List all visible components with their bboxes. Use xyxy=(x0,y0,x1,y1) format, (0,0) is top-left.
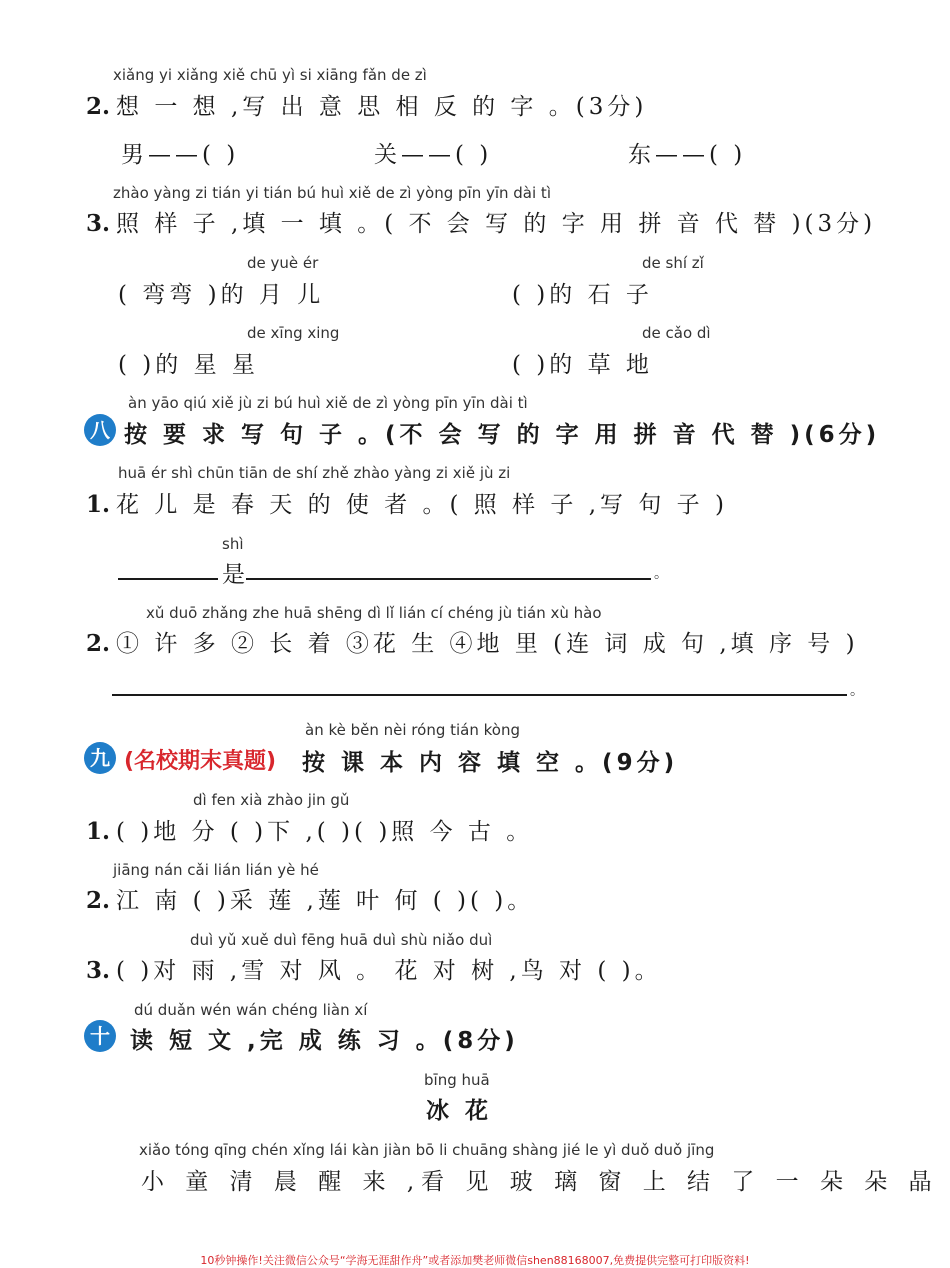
section9-title: 按 课 本 内 容 填 空 。(9分) xyxy=(302,750,679,776)
section10-title: 读 短 文 ,完 成 练 习 。(8分) xyxy=(130,1028,519,1054)
famous-school-label: (名校期末真题) xyxy=(124,749,277,774)
story-text: 小 童 清 晨 醒 来 ,看 见 玻 璃 窗 上 结 了 一 朵 朵 晶 xyxy=(141,1169,939,1195)
row2-left: ( )的 星 星 xyxy=(118,352,259,378)
row2-left-pinyin: de xīng xing xyxy=(247,324,340,342)
q3-text: 照 样 子 ,填 一 填 。( 不 会 写 的 字 用 拼 音 代 替 )(3分) xyxy=(116,211,877,237)
s9-l2-number: 2. xyxy=(86,887,111,914)
section9-badge: 九 xyxy=(84,742,116,774)
story-title-pinyin: bīng huā xyxy=(424,1071,490,1089)
answer-line-sentence[interactable] xyxy=(112,694,847,696)
section10-pinyin: dú duǎn wén wán chéng liàn xí xyxy=(134,1001,368,1019)
q2-number: 2. xyxy=(86,93,111,120)
s9-line-2 xyxy=(86,882,534,915)
footer-note: 10秒钟操作!关注微信公众号“学海无涯甜作舟”或者添加樊老师微信shen88168007,免费提供完整可打印版资料! xyxy=(200,1254,750,1267)
end-mark-1: 。 xyxy=(654,566,668,582)
antonym-item-3: 东——( ) xyxy=(628,142,747,168)
s9-l1-number: 1. xyxy=(86,818,111,845)
s9-line-1 xyxy=(86,813,533,846)
row2-right: ( )的 草 地 xyxy=(512,352,653,378)
story-pinyin: xiǎo tóng qīng chén xǐng lái kàn jiàn bō li chuāng shàng jié le yì duǒ duǒ jīng xyxy=(139,1141,715,1159)
s8-q2-pinyin: xǔ duō zhǎng zhe huā shēng dì lǐ lián cí chéng jù tián xù hào xyxy=(146,604,602,622)
s9-l2-text: 江 南 ( )采 莲 ,莲 叶 何 ( )( )。 xyxy=(116,888,535,914)
q3-question xyxy=(86,205,876,238)
section8-pinyin: àn yāo qiú xiě jù zi bú huì xiě de zì yòng pīn yīn dài tì xyxy=(128,394,528,412)
q3-pinyin: zhào yàng zi tián yi tián bú huì xiě de zì yòng pīn yīn dài tì xyxy=(113,184,551,202)
s8-q1 xyxy=(86,486,728,519)
section10-badge: 十 xyxy=(84,1020,116,1052)
s9-l1-pinyin: dì fen xià zhào jin gǔ xyxy=(193,791,350,809)
shi-pinyin: shì xyxy=(222,535,244,553)
story-title: 冰 花 xyxy=(426,1098,493,1124)
q2-question xyxy=(86,88,647,121)
section9-pinyin: àn kè běn nèi róng tián kòng xyxy=(305,721,520,739)
q2-text: 想 一 想 ,写 出 意 思 相 反 的 字 。(3分) xyxy=(116,94,648,120)
row2-right-pinyin: de cǎo dì xyxy=(642,324,711,342)
row1-right: ( )的 石 子 xyxy=(512,282,653,308)
s9-l3-pinyin: duì yǔ xuě duì fēng huā duì shù niǎo duì xyxy=(190,931,493,949)
s9-line-3 xyxy=(86,952,662,985)
section8-title: 按 要 求 写 句 子 。(不 会 写 的 字 用 拼 音 代 替 )(6分) xyxy=(124,422,881,448)
answer-line-subject[interactable] xyxy=(118,578,218,580)
s8-q1-text: 花 儿 是 春 天 的 使 者 。( 照 样 子 ,写 句 子 ) xyxy=(116,492,728,518)
s9-l3-text: ( )对 雨 ,雪 对 风 。 花 对 树 ,鸟 对 ( )。 xyxy=(116,958,662,984)
s8-q2 xyxy=(86,625,859,658)
s8-q1-pinyin: huā ér shì chūn tiān de shí zhě zhào yàng zi xiě jù zi xyxy=(118,464,511,482)
s8-q1-number: 1. xyxy=(86,491,111,518)
antonym-item-1: 男——( ) xyxy=(121,142,240,168)
row1-left: ( 弯弯 )的 月 儿 xyxy=(118,282,325,308)
row1-right-pinyin: de shí zǐ xyxy=(642,254,704,272)
row1-left-pinyin: de yuè ér xyxy=(247,254,319,272)
s9-l1-text: ( )地 分 ( )下 ,( )( )照 今 古 。 xyxy=(116,819,534,845)
s8-q2-text: ① 许 多 ② 长 着 ③花 生 ④地 里 (连 词 成 句 ,填 序 号 ) xyxy=(116,631,859,657)
s9-l3-number: 3. xyxy=(86,957,111,984)
s8-q2-number: 2. xyxy=(86,630,111,657)
q3-number: 3. xyxy=(86,210,111,237)
shi-char: 是 xyxy=(222,562,249,588)
section8-badge: 八 xyxy=(84,414,116,446)
q2-pinyin: xiǎng yi xiǎng xiě chū yì si xiāng fǎn de zì xyxy=(113,66,427,84)
answer-line-predicate[interactable] xyxy=(246,578,651,580)
antonym-item-2: 关——( ) xyxy=(374,142,493,168)
s9-l2-pinyin: jiāng nán cǎi lián lián yè hé xyxy=(113,861,319,879)
end-mark-2: 。 xyxy=(850,683,864,699)
